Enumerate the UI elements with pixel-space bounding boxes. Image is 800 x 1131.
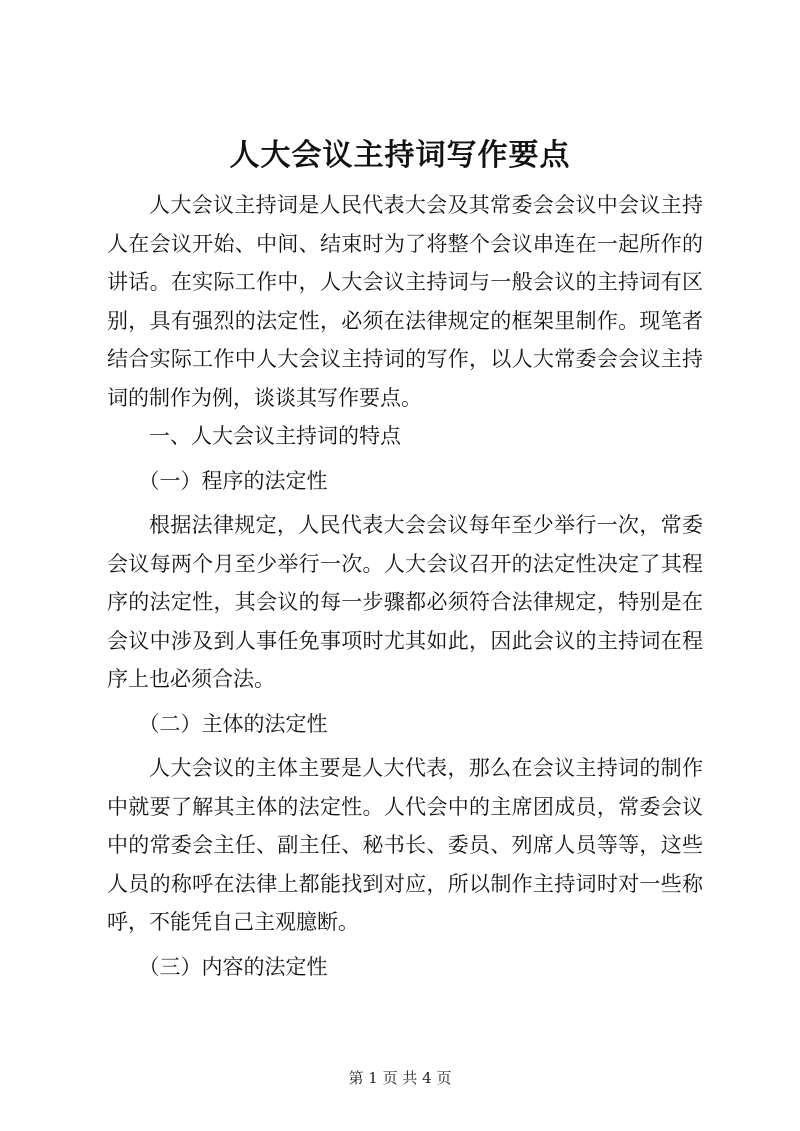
intro-paragraph: 人大会议主持词是人民代表大会及其常委会会议中会议主持人在会议开始、中间、结束时为了将整个会议串连在一起所作的讲话。在实际工作中，人大会议主持词与一般会议的主持词有区别，具有强烈的法定性，必须在法律规定的框架里制作。现笔者结合实际工作中人大会议主持词的写作，以人大常委会会议主持词的制作为例，谈谈其写作要点。 <box>107 193 703 410</box>
section-heading: 一、人大会议主持词的特点 <box>149 424 401 448</box>
sub-heading-content: （三）内容的法定性 <box>138 954 328 979</box>
sub-heading-subject: （二）主体的法定性 <box>138 711 328 736</box>
document-title: 人大会议主持词写作要点 <box>229 138 571 173</box>
document-body <box>107 186 703 992</box>
procedure-paragraph: 根据法律规定，人民代表大会会议每年至少举行一次，常委会议每两个月至少举行一次。人大会议召开的法定性决定了其程序的法定性，其会议的每一步骤都必须符合法律规定，特别是在会议中涉及到人事任免事项时尤其如此，因此会议的主持词在程序上也必须合法。 <box>107 513 703 691</box>
subject-paragraph: 人大会议的主体主要是人大代表，那么在会议主持词的制作中就要了解其主体的法定性。人代会中的主席团成员，常委会议中的常委会主任、副主任、秘书长、委员、列席人员等等，这些人员的称呼在法律上都能找到对应，所以制作主持词时对一些称呼，不能凭自己主观臆断。 <box>107 756 703 934</box>
sub-heading-procedure: （一）程序的法定性 <box>138 468 328 493</box>
page-number-footer: 第 1 页 共 4 页 <box>348 1069 452 1087</box>
